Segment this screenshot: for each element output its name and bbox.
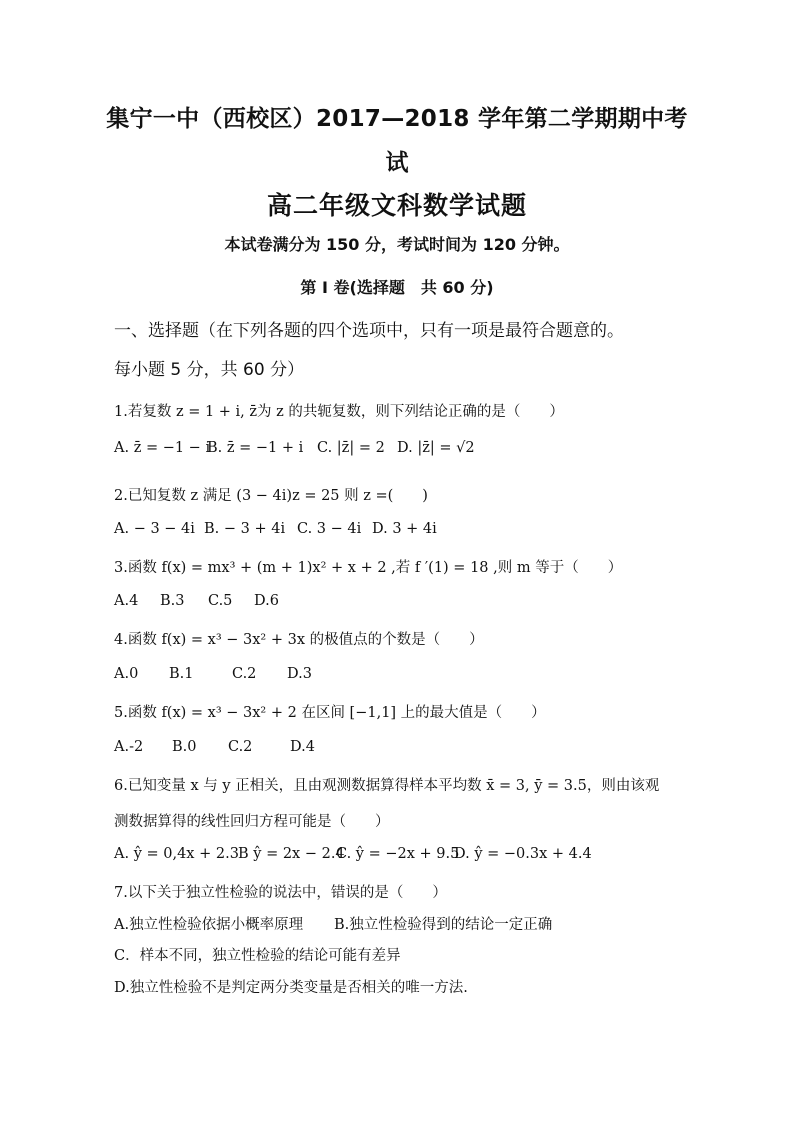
q4-option-c: C.2 — [232, 666, 257, 682]
section-heading-line1: 一、选择题（在下列各题的四个选项中，只有一项是最符合题意的。 — [114, 321, 624, 341]
q4-option-d: D.3 — [287, 666, 312, 682]
q7-option-c: C．样本不同，独立性检验的结论可能有差异 — [114, 948, 401, 964]
q2-option-d: D. 3 + 4i — [372, 521, 437, 537]
exam-title-line2: 试 — [385, 150, 409, 176]
q1-option-d: D. |z̄| = √2 — [397, 440, 475, 456]
q5-option-a: A.-2 — [114, 739, 144, 755]
q1-option-b: B. z̄ = −1 + i — [207, 440, 304, 456]
question-2-stem: 2.已知复数 z 满足 (3 − 4i)z = 25 则 z =( ) — [114, 488, 428, 504]
q7-option-a: A.独立性检验依据小概率原理 — [114, 917, 304, 933]
section-heading-line2: 每小题 5 分，共 60 分） — [114, 360, 305, 380]
q1-option-a: A. z̄ = −1 − i — [114, 440, 211, 456]
q5-option-d: D.4 — [290, 739, 315, 755]
question-2-options — [114, 521, 437, 537]
exam-title-line1: 集宁一中（西校区）2017—2018 学年第二学期期中考 — [106, 106, 688, 132]
q3-option-b: B.3 — [160, 593, 185, 609]
part-title: 第 I 卷(选择题 共 60 分) — [300, 278, 494, 297]
q6-option-c: C. ŷ = −2x + 9.5 — [336, 846, 460, 862]
q3-option-d: D.6 — [254, 593, 279, 609]
exam-info: 本试卷满分为 150 分，考试时间为 120 分钟。 — [224, 235, 570, 254]
question-4-stem: 4.函数 f(x) = x³ − 3x² + 3x 的极值点的个数是（ ） — [114, 632, 484, 648]
q6-option-d: D. ŷ = −0.3x + 4.4 — [454, 846, 592, 862]
q2-option-a: A. − 3 − 4i — [114, 521, 195, 537]
question-6-options — [114, 846, 592, 862]
question-3-options — [114, 593, 279, 609]
question-5-options — [114, 739, 315, 755]
question-5-stem: 5.函数 f(x) = x³ − 3x² + 2 在区间 [−1,1] 上的最大值是（ ） — [114, 705, 546, 721]
exam-subtitle: 高二年级文科数学试题 — [266, 191, 527, 220]
q2-option-b: B. − 3 + 4i — [204, 521, 286, 537]
question-4-options — [114, 666, 312, 682]
question-1-stem: 1.若复数 z = 1 + i, z̄为 z 的共轭复数，则下列结论正确的是（ ） — [114, 404, 564, 420]
q4-option-a: A.0 — [114, 666, 139, 682]
q4-option-b: B.1 — [169, 666, 194, 682]
q5-option-c: C.2 — [228, 739, 253, 755]
q7-option-b: B.独立性检验得到的结论一定正确 — [334, 917, 553, 933]
q7-option-d: D.独立性检验不是判定两分类变量是否相关的唯一方法. — [114, 980, 468, 996]
question-6-stem-line1: 6.已知变量 x 与 y 正相关，且由观测数据算得样本平均数 x̄ = 3, ȳ = 3.5，则由该观 — [114, 778, 660, 794]
q6-option-a: A. ŷ = 0,4x + 2.3 — [114, 846, 239, 862]
question-6-stem-line2: 测数据算得的线性回归方程可能是（ ） — [114, 814, 390, 830]
q2-option-c: C. 3 − 4i — [297, 521, 362, 537]
question-7-options-ab — [114, 913, 552, 934]
q1-option-c: C. |z̄| = 2 — [317, 440, 385, 456]
question-7-stem: 7.以下关于独立性检验的说法中，错误的是（ ） — [114, 885, 447, 901]
question-1-options — [114, 440, 475, 456]
q3-option-a: A.4 — [114, 593, 139, 609]
question-3-stem: 3.函数 f(x) = mx³ + (m + 1)x² + x + 2 ,若 f ′(1) = 18 ,则 m 等于（ ） — [114, 560, 623, 576]
q5-option-b: B.0 — [172, 739, 197, 755]
q3-option-c: C.5 — [208, 593, 233, 609]
q6-option-b: B ŷ = 2x − 2.4 — [238, 846, 345, 862]
